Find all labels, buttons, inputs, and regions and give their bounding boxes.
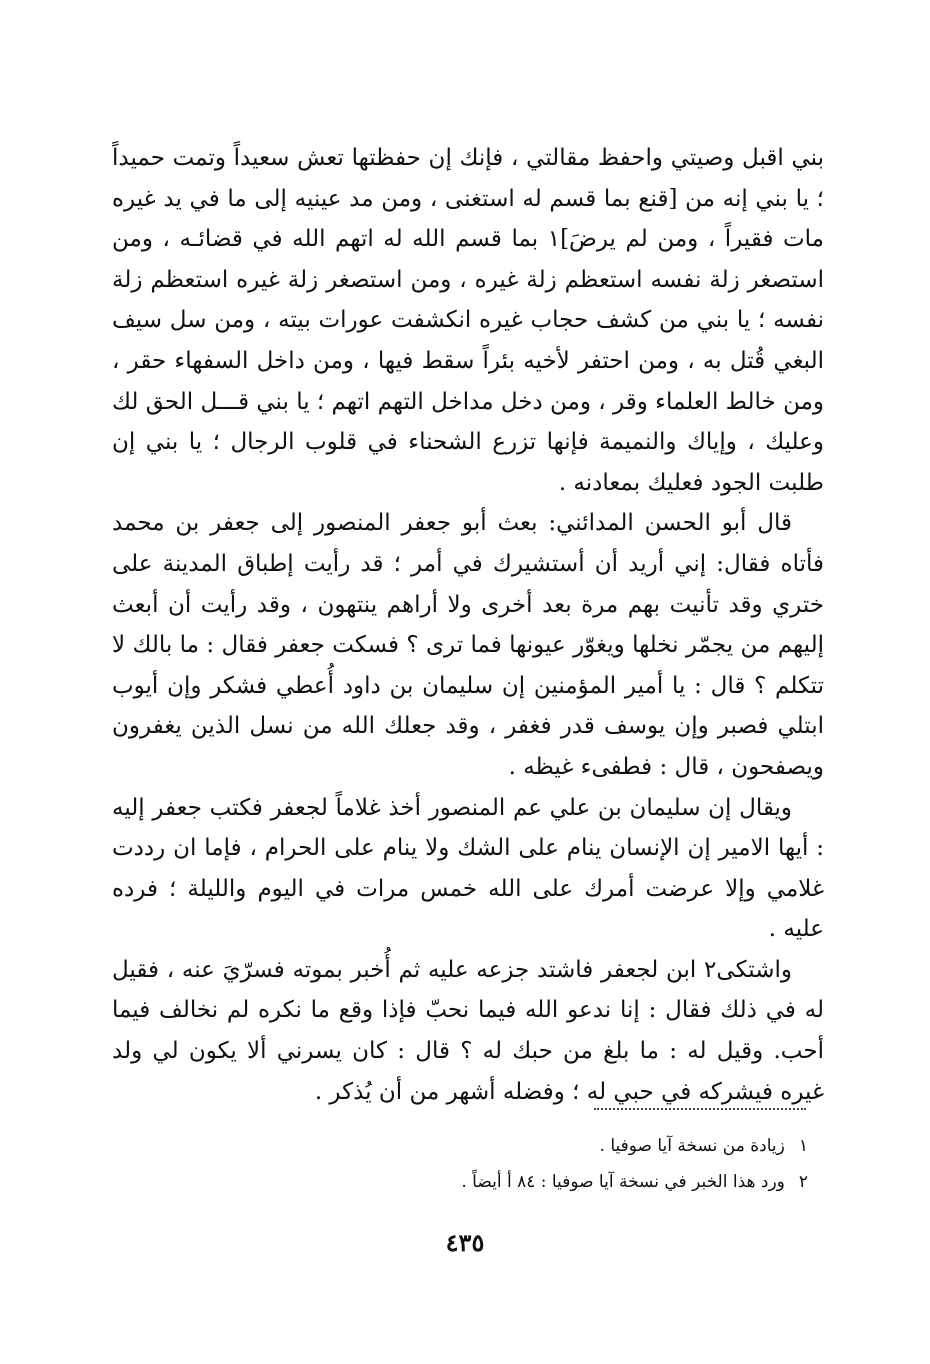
footnote-mark: ٢ (798, 1172, 808, 1192)
footnote-2 (300, 1164, 808, 1200)
paragraph-madaini-account: قال أبو الحسن المدائني: بعث أبو جعفر المنصور إلى جعفر بن محمد فأتاه فقال: إني أريد أن أستشيرك في أمر ؛ قد رأيت إطباق المدينة على ختري وقد تأنيت بهم مرة بعد أخرى ولا أراهم ينتهون ، وقد رأيت أن أبعث إليهم من يجمّر نخلها ويغوّر عيونها فما ترى ؟ فسكت جعفر فقال : ما بالك لا تتكلم ؟ قال : يا أمير المؤمنين إن سليمان بن داود أُعطي فشكر وإن أيوب ابتلي فصبر وإن يوسف قدر فغفر ، وقد جعلك الله من نسل الذين يغفرون ويصفحون ، قال : فطفىء غيظه . (112, 510, 824, 780)
footnote-text: زيادة من نسخة آيا صوفيا . (599, 1136, 785, 1156)
paragraph-son-illness: واشتكى٢ ابن لجعفر فاشتد جزعه عليه ثم أُخبر بموته فسرّيَ عنه ، فقيل له في ذلك فقال : إنا ندعو الله فيما نحبّ فإذا وقع ما نكره لم نخالف فيما أحب. وقيل له : ما بلغ من حبك له ؟ قال : كان يسرني ألا يكون لي ولد غيره فيشركه في حبي له ؛ وفضله أشهر من أن يُذكر . (112, 956, 824, 1105)
paragraph-advice: بني اقبل وصيتي واحفظ مقالتي ، فإنك إن حفظتها تعش سعيداً وتمت حميداً ؛ يا بني إنه من [قنع بما قسم له استغنى ، ومن مد عينيه إلى ما في يد غيره مات فقيراً ، ومن لم يرضَ]١ بما قسم الله له اتهم الله في قضائـه ، ومن استصغر زلة نفسه استعظم زلة غيره ، ومن استصغر زلة غيره استعظم زلة نفسه ؛ يا بني من كشف حجاب غيره انكشفت عورات بيته ، ومن سل سيف البغي قُتل به ، ومن احتفر لأخيه بئراً سقط فيها ، ومن داخل السفهاء حقر ، ومن خالط العلماء وقر ، ومن دخل مداخل التهم اتهم ؛ يا بني قـــل الحق لك وعليك ، وإياك والنميمة فإنها تزرع الشحناء في قلوب الرجال ؛ يا بني إن طلبت الجود فعليك بمعادنه . (112, 145, 824, 496)
footnote-mark: ١ (798, 1136, 808, 1156)
footnote-1 (300, 1128, 808, 1164)
footnote-text: ورد هذا الخبر في نسخة آيا صوفيا : ٨٤ أ أيضاً . (461, 1172, 785, 1192)
main-text-block (112, 138, 824, 1112)
footnotes (300, 1128, 808, 1200)
paragraph-sulayman-account: ويقال إن سليمان بن علي عم المنصور أخذ غلاماً لجعفر فكتب جعفر إليه : أيها الامير إن الإنسان ينام على الشك ولا ينام على الحرام ، فإما ان رددت غلامي وإلا عرضت أمرك على الله خمس مرات في اليوم والليلة ؛ فرده عليه . (112, 794, 824, 943)
page-number: ٤٣٥ (445, 1228, 485, 1257)
footnote-divider (594, 1108, 806, 1110)
